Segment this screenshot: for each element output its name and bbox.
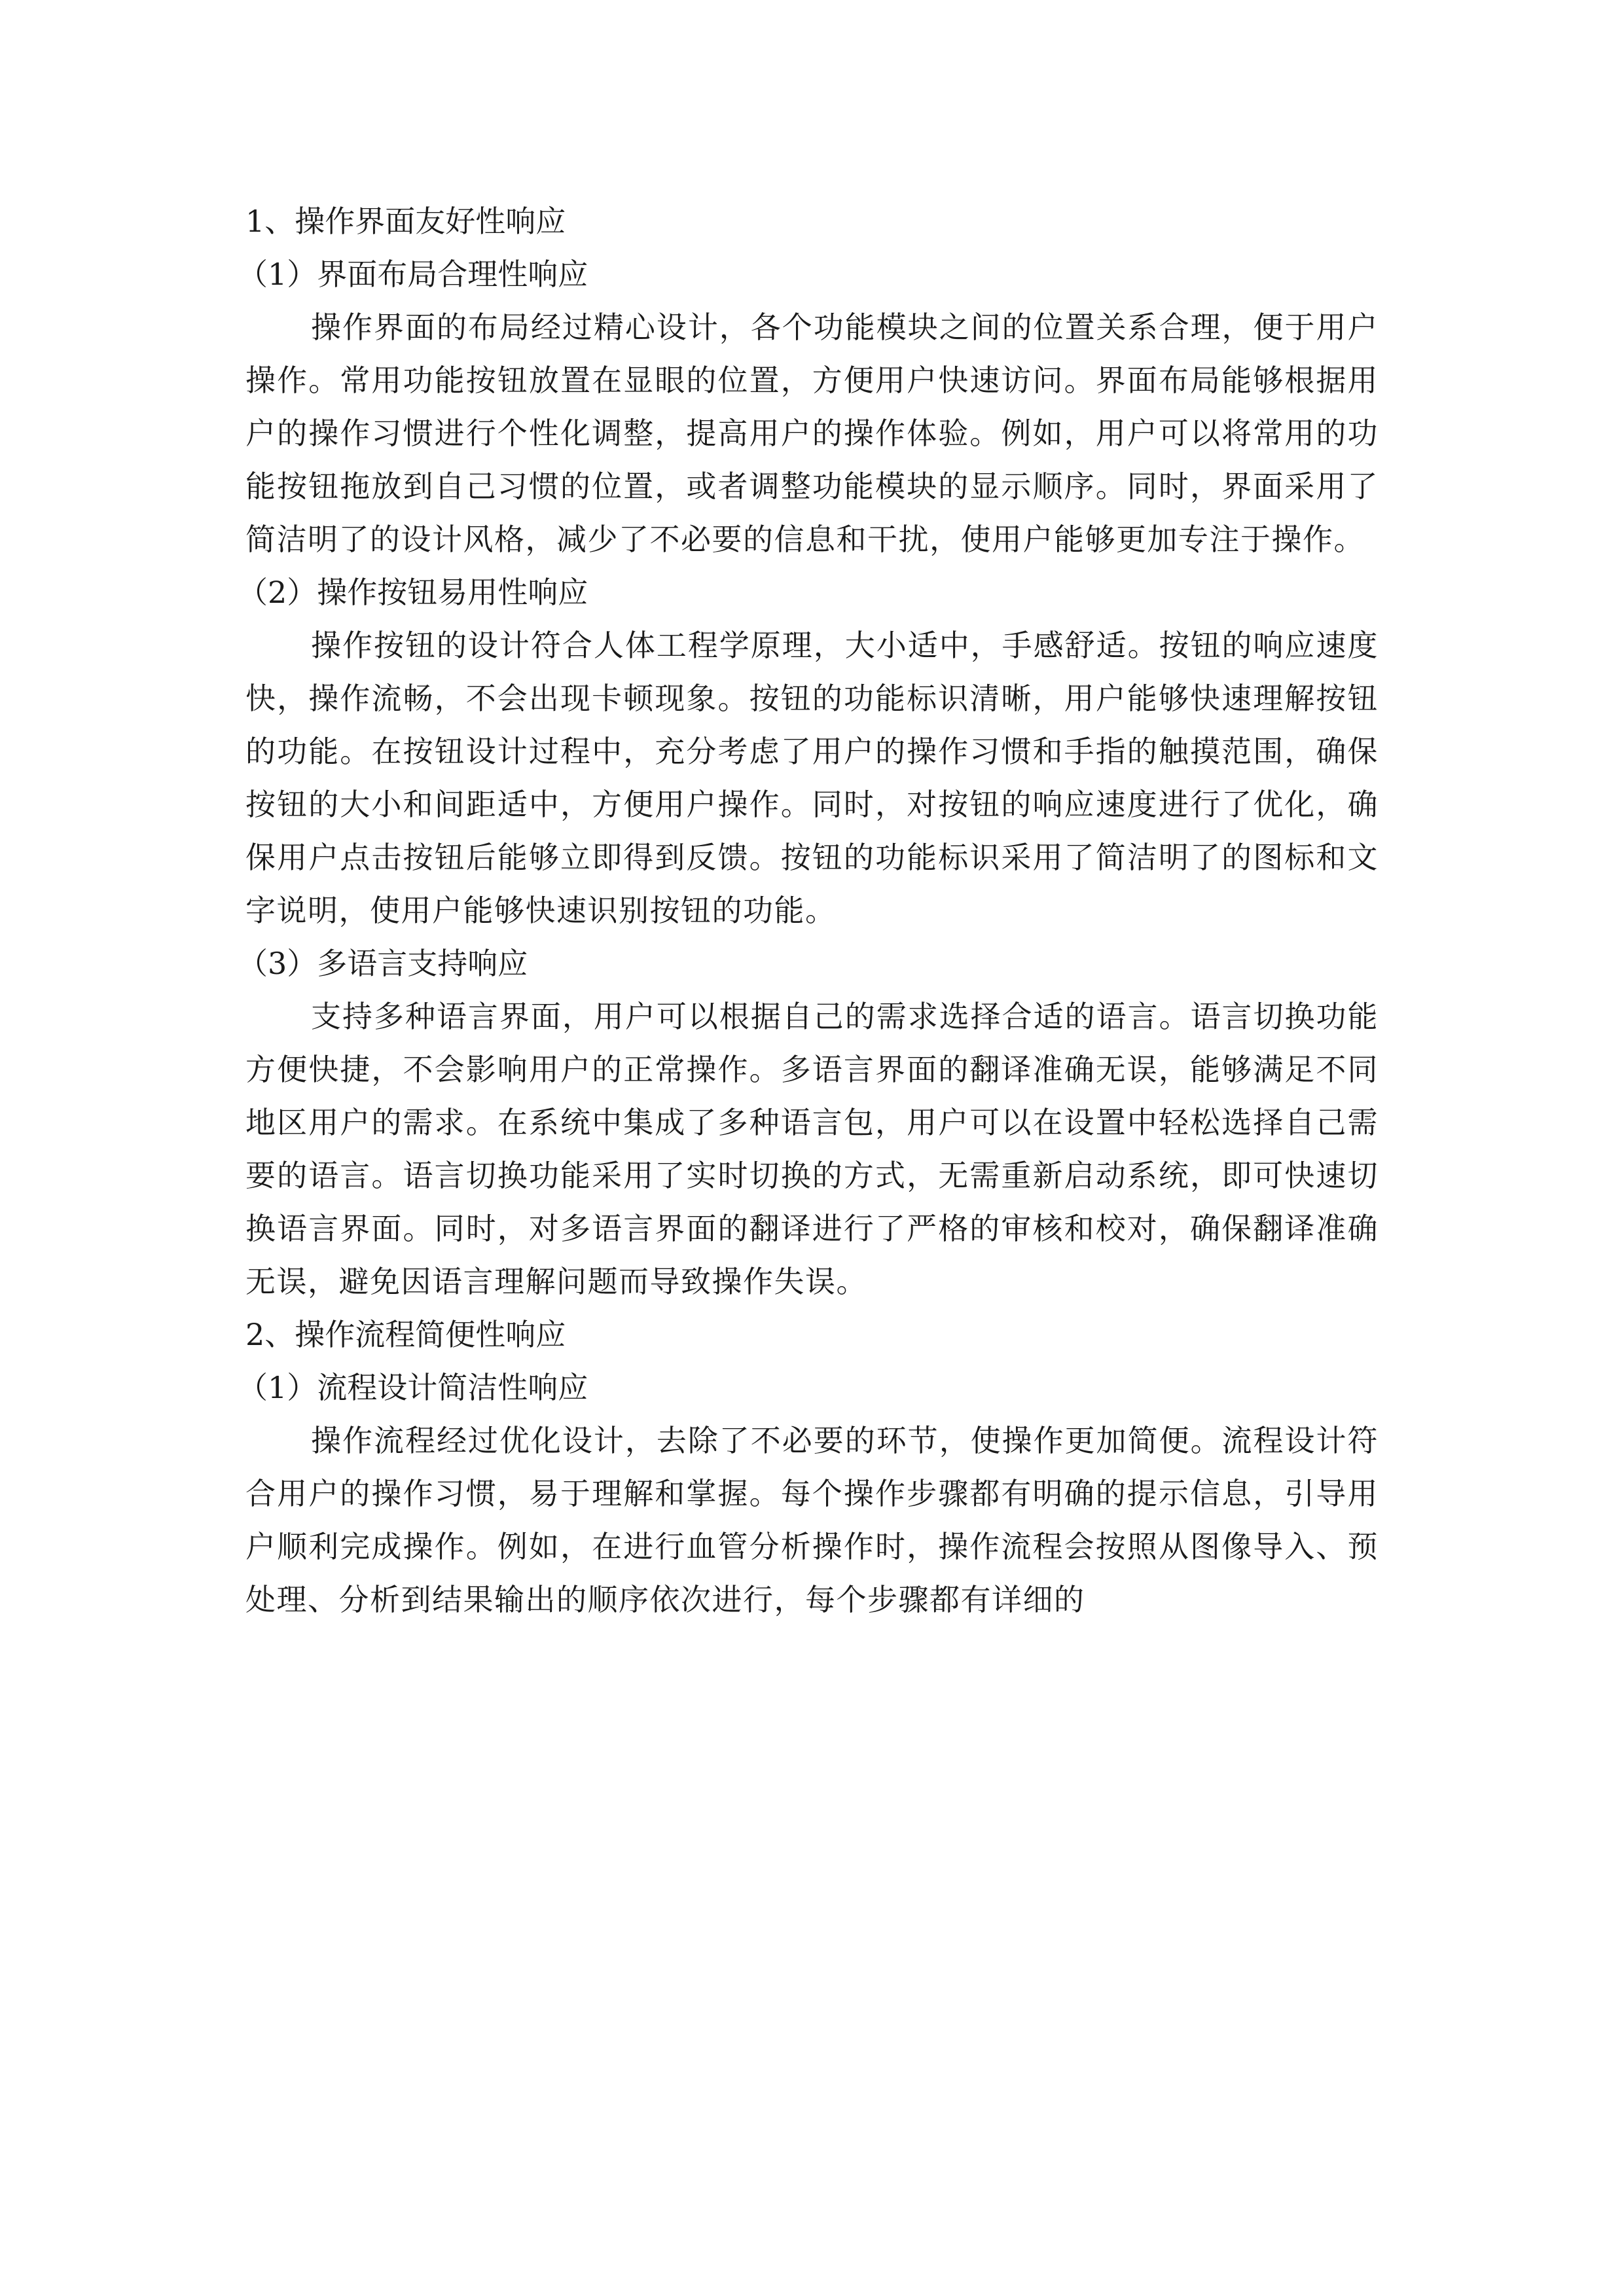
- subsection-heading-1-3: （3）多语言支持响应: [238, 946, 528, 981]
- subsection-heading-2-1: （1）流程设计简洁性响应: [238, 1370, 588, 1405]
- section-heading-2: 2、操作流程简便性响应: [245, 1317, 566, 1352]
- subsection-heading-1-2: （2）操作按钮易用性响应: [238, 575, 588, 610]
- paragraph-2-1: 操作流程经过优化设计，去除了不必要的环节，使操作更加简便。流程设计符合用户的操作习惯，易于理解和掌握。每个操作步骤都有明确的提示信息，引导用户顺利完成操作。例如，在进行血管分析操作时，操作流程会按照从图像导入、预处理、分析到结果输出的顺序依次进行，每个步骤都有详细的: [245, 1423, 1379, 1617]
- paragraph-1-3: 支持多种语言界面，用户可以根据自己的需求选择合适的语言。语言切换功能方便快捷，不会影响用户的正常操作。多语言界面的翻译准确无误，能够满足不同地区用户的需求。在系统中集成了多种语言包，用户可以在设置中轻松选择自己需要的语言。语言切换功能采用了实时切换的方式，无需重新启动系统，即可快速切换语言界面。同时，对多语言界面的翻译进行了严格的审核和校对，确保翻译准确无误，避免因语言理解问题而导致操作失误。: [245, 999, 1379, 1299]
- subsection-heading-1-1: （1）界面布局合理性响应: [238, 257, 588, 292]
- paragraph-1-1: 操作界面的布局经过精心设计，各个功能模块之间的位置关系合理，便于用户操作。常用功能按钮放置在显眼的位置，方便用户快速访问。界面布局能够根据用户的操作习惯进行个性化调整，提高用户的操作体验。例如，用户可以将常用的功能按钮拖放到自己习惯的位置，或者调整功能模块的显示顺序。同时，界面采用了简洁明了的设计风格，减少了不必要的信息和干扰，使用户能够更加专注于操作。: [245, 310, 1379, 557]
- paragraph-1-2: 操作按钮的设计符合人体工程学原理，大小适中，手感舒适。按钮的响应速度快，操作流畅，不会出现卡顿现象。按钮的功能标识清晰，用户能够快速理解按钮的功能。在按钮设计过程中，充分考虑了用户的操作习惯和手指的触摸范围，确保按钮的大小和间距适中，方便用户操作。同时，对按钮的响应速度进行了优化，确保用户点击按钮后能够立即得到反馈。按钮的功能标识采用了简洁明了的图标和文字说明，使用户能够快速识别按钮的功能。: [245, 628, 1379, 928]
- section-heading-1: 1、操作界面友好性响应: [245, 204, 566, 239]
